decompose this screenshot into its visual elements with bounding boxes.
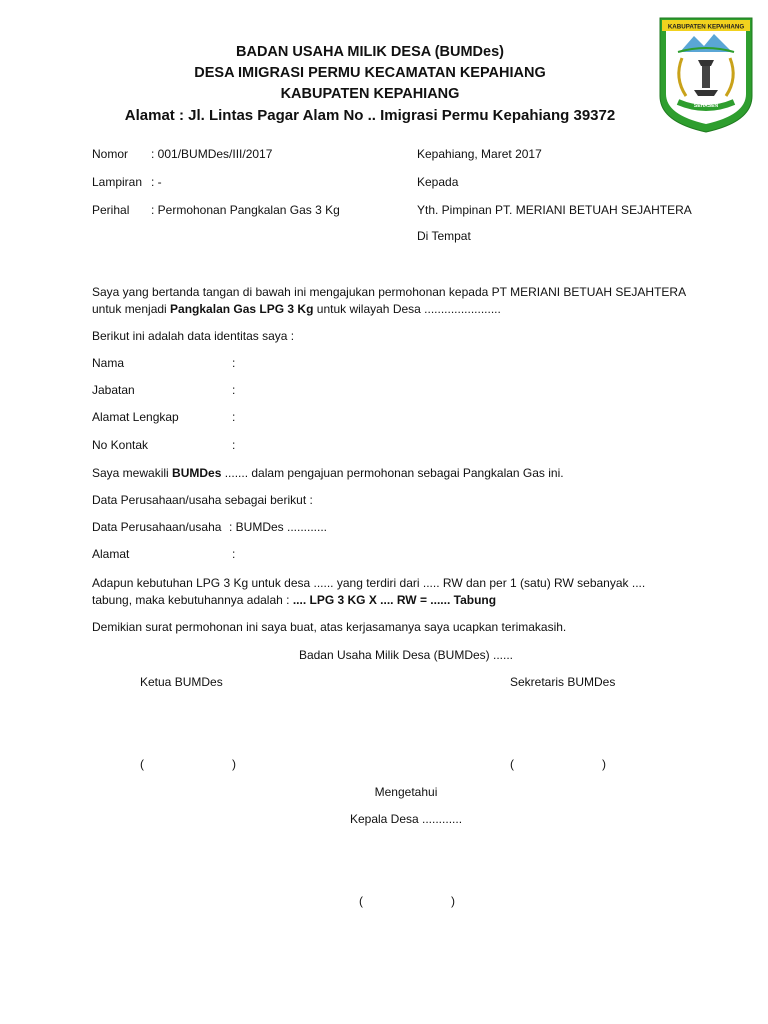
header-regency: KABUPATEN KEPAHIANG	[280, 86, 460, 102]
closing-sentence: Demikian surat permohonan ini saya buat, atas kerjasamanya saya ucapkan terimakasih.	[92, 620, 567, 634]
signature-right-open: (	[510, 757, 514, 771]
mengetahui-label: Mengetahui	[374, 785, 438, 799]
recipient: Yth. Pimpinan PT. MERIANI BETUAH SEJAHTERA	[417, 203, 692, 217]
signature-bottom-open: (	[359, 894, 363, 908]
identity-intro: Berikut ini adalah data identitas saya :	[92, 329, 295, 343]
company-value: : BUMDes ............	[229, 520, 328, 534]
company-intro: Data Perusahaan/usaha sebagai berikut :	[92, 493, 313, 507]
request-paragraph-line-1: Saya yang bertanda tangan di bawah ini mengajukan permohonan kepada PT MERIANI BETUAH SEJAHTERA	[92, 285, 687, 299]
kepada-label: Kepada	[417, 175, 459, 189]
signature-bottom-close: )	[451, 894, 455, 908]
text-span: ....... dalam pengajuan permohonan sebagai Pangkalan Gas ini.	[221, 466, 564, 480]
header-village: DESA IMIGRASI PERMU KECAMATAN KEPAHIANG	[194, 65, 546, 81]
signature-left-title: Ketua BUMDes	[140, 675, 223, 689]
alamat-label: Alamat	[92, 547, 130, 561]
text-span: Saya mewakili	[92, 466, 173, 480]
field-colon: :	[232, 383, 236, 397]
perihal-label: Perihal	[92, 203, 130, 217]
signature-left-open: (	[140, 757, 144, 771]
bold-span: .... LPG 3 KG X .... RW = ...... Tabung	[292, 593, 497, 607]
alamat-colon: :	[232, 547, 236, 561]
field-colon: :	[232, 438, 236, 452]
need-line-1: Adapun kebutuhan LPG 3 Kg untuk desa ...... yang terdiri dari ..... RW dan per 1 (satu) RW sebanyak ....	[92, 576, 646, 590]
text-span: untuk wilayah Desa .......................	[313, 302, 501, 316]
field-label: Nama	[92, 356, 125, 370]
field-colon: :	[232, 410, 236, 424]
field-label: Alamat Lengkap	[92, 410, 179, 424]
company-label: Data Perusahaan/usaha	[92, 520, 222, 534]
signature-right-close: )	[602, 757, 606, 771]
request-paragraph-line-2	[92, 301, 501, 318]
lampiran-label: Lampiran	[92, 175, 143, 189]
header-address: Alamat : Jl. Lintas Pagar Alam No .. Imigrasi Permu Kepahiang 39372	[124, 107, 616, 124]
field-colon: :	[232, 356, 236, 370]
logo-motto-text: SEHASEN	[693, 103, 719, 109]
bold-span: BUMDes	[172, 466, 222, 480]
represent-line	[92, 466, 564, 480]
text-span: untuk menjadi	[92, 302, 171, 316]
field-label: Jabatan	[92, 383, 135, 397]
field-label: No Kontak	[92, 438, 149, 452]
signature-left-close: )	[232, 757, 236, 771]
letter-date: Kepahiang, Maret 2017	[417, 147, 542, 161]
di-tempat: Di Tempat	[417, 229, 471, 243]
signature-org: Badan Usaha Milik Desa (BUMDes) ......	[298, 648, 514, 662]
need-line-2	[92, 592, 496, 609]
logo-banner-text: KABUPATEN KEPAHIANG	[667, 23, 745, 31]
header-org-name: BADAN USAHA MILIK DESA (BUMDes)	[236, 44, 504, 60]
nomor-value: : 001/BUMDes/III/2017	[151, 147, 273, 161]
nomor-label: Nomor	[92, 147, 129, 161]
perihal-value: : Permohonan Pangkalan Gas 3 Kg	[151, 203, 340, 217]
bold-span: Pangkalan Gas LPG 3 Kg	[170, 302, 314, 316]
lampiran-value: : -	[151, 175, 162, 189]
signature-right-title: Sekretaris BUMDes	[510, 675, 616, 689]
kepala-desa-title: Kepala Desa ............	[349, 812, 463, 826]
text-span: tabung, maka kebutuhannya adalah :	[92, 593, 293, 607]
